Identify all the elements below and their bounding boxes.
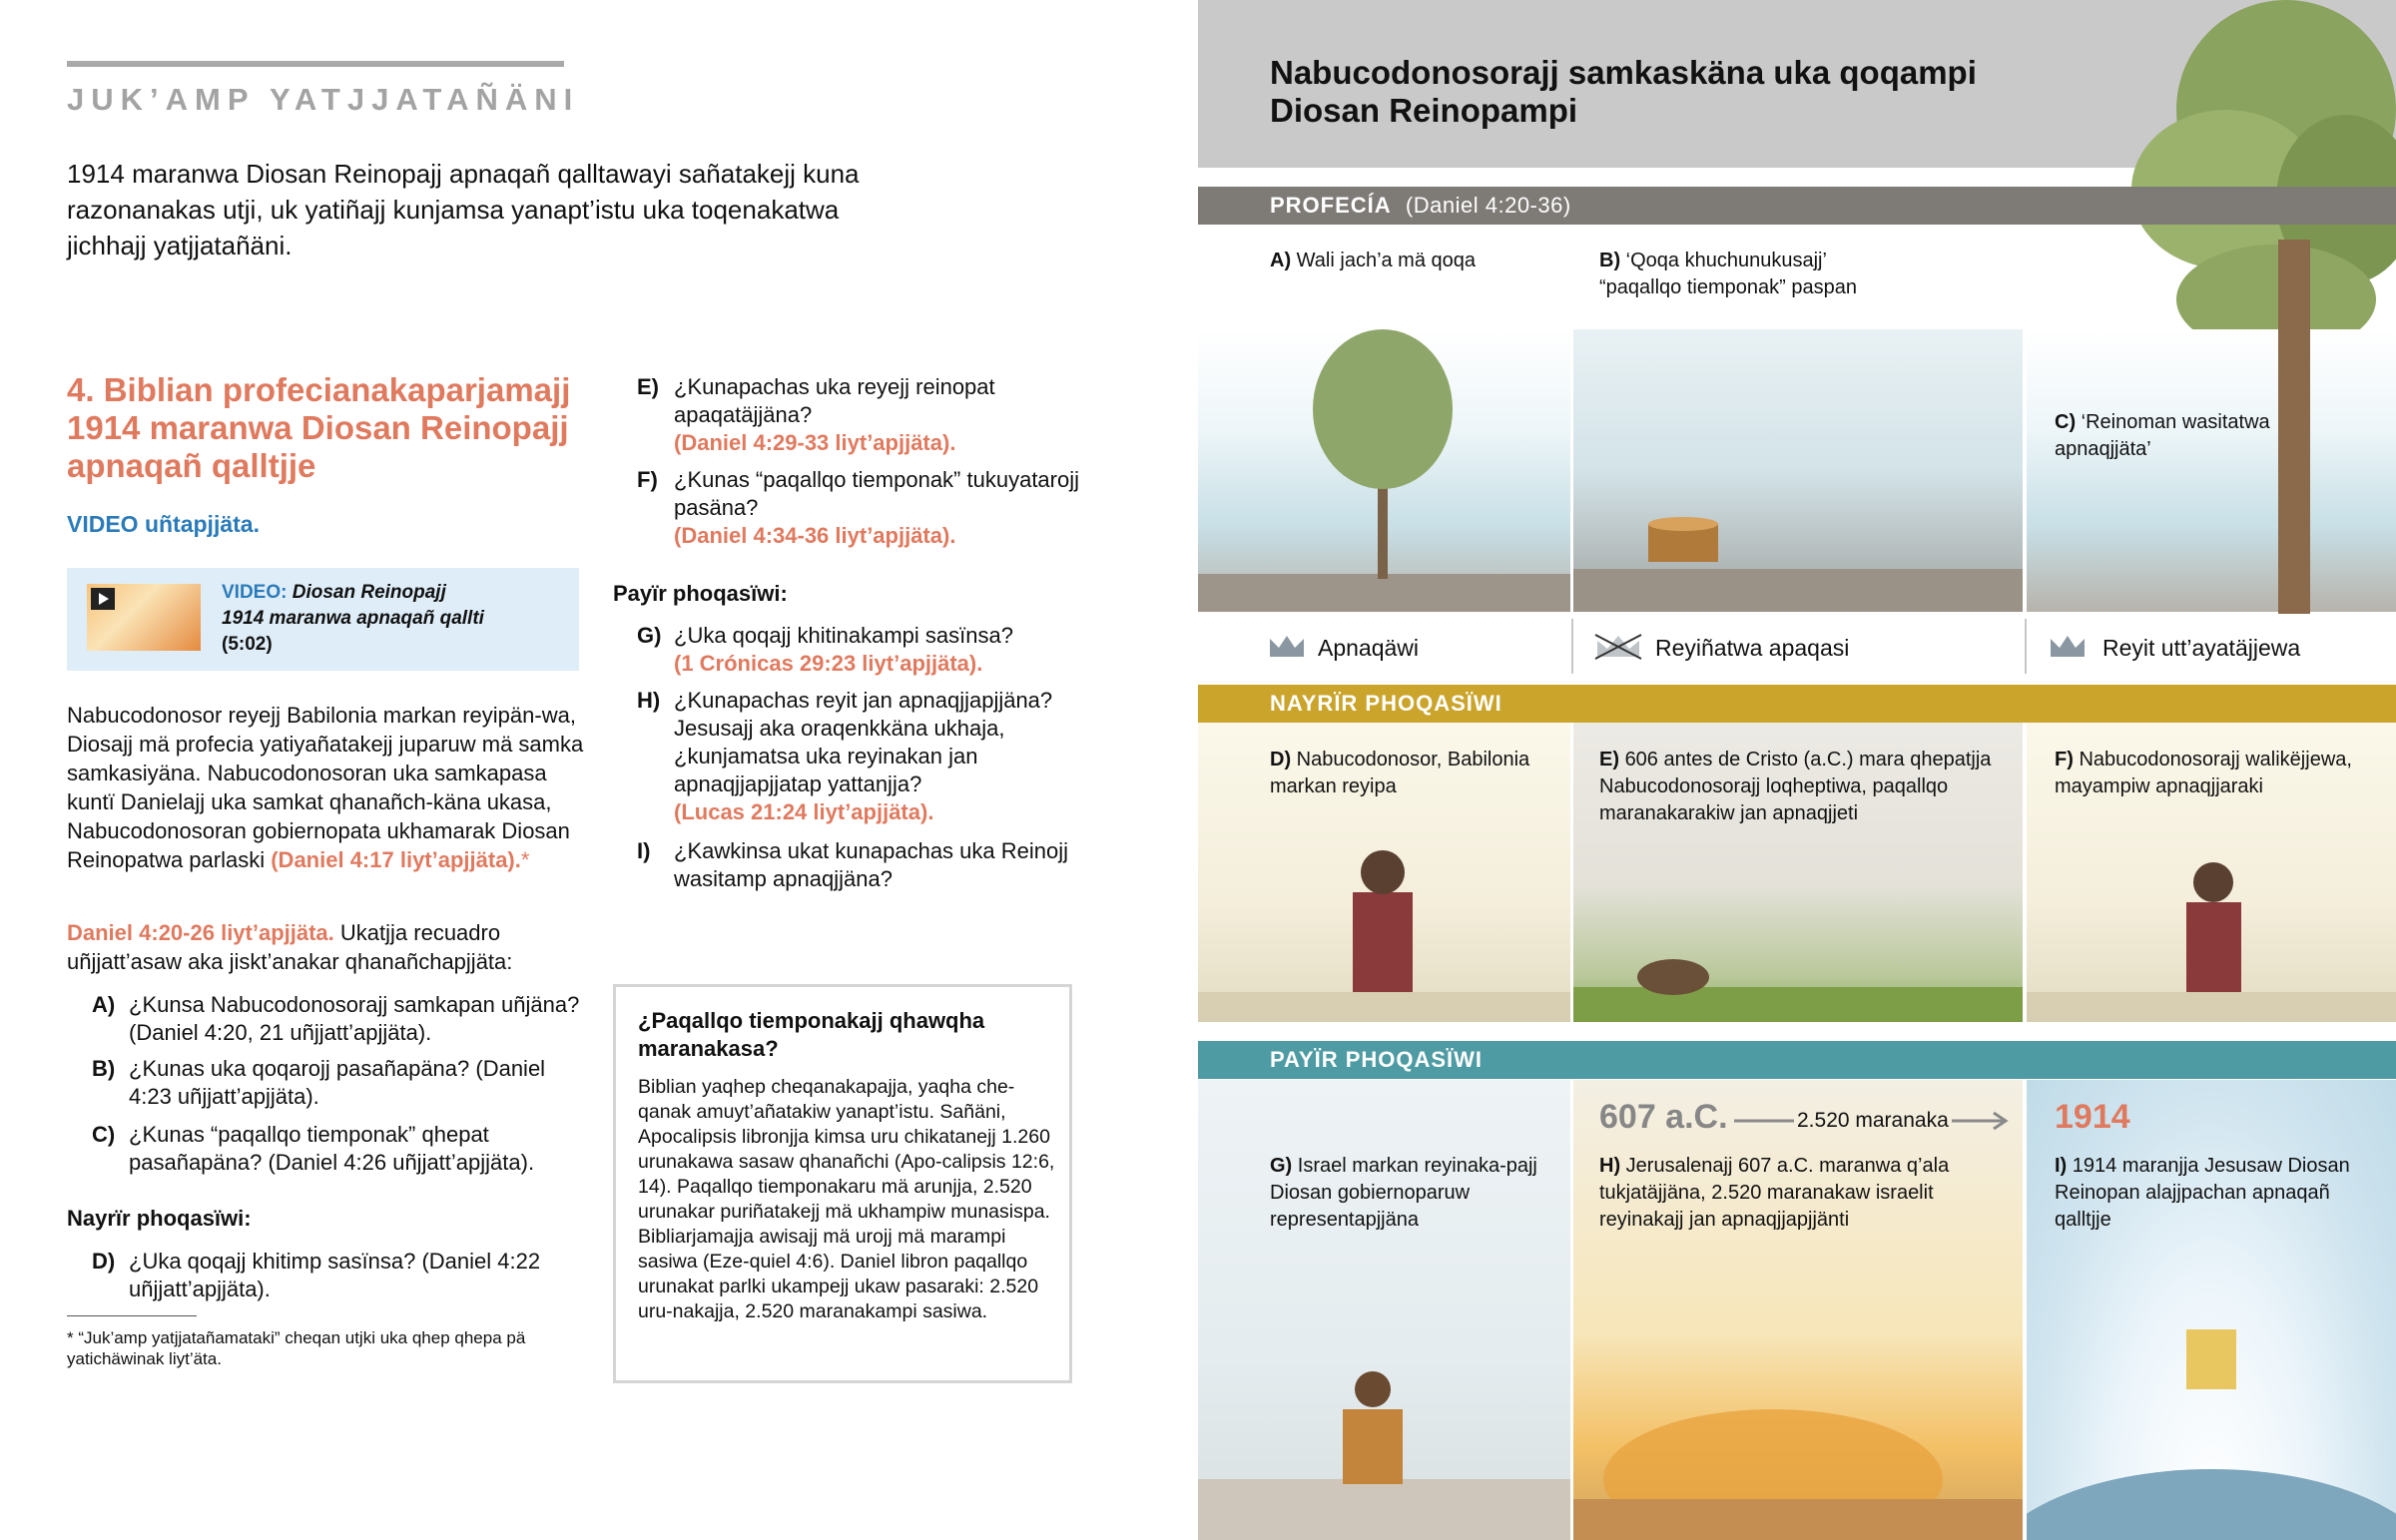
panel-a-tree <box>1198 329 1570 612</box>
question-text: ¿Kunas “paqallqo tiemponak” qhepat pasañapäna? (Daniel 4:26 uñjjatt’apjjäta). <box>129 1122 535 1175</box>
label-c <box>2055 409 2304 463</box>
video-duration: (5:02) <box>222 634 273 655</box>
question-letter: G) <box>637 623 662 648</box>
question-g <box>637 622 1106 678</box>
scripture-reference[interactable]: (Daniel 4:29-33 liyt’apjjäta). <box>674 430 956 455</box>
prophecy-band-label <box>1270 193 1571 219</box>
prophecy-label: PROFECÍA <box>1270 193 1392 218</box>
question-text: ¿Kunapachas uka reyejj reinopat apaqatäjjäna? <box>674 374 995 427</box>
label-letter: C) <box>2055 411 2077 433</box>
question-text: ¿Uka qoqajj khitimp sasïnsa? (Daniel 4:22 uñjjatt’apjjäta). <box>129 1249 541 1301</box>
nayrir-heading: Nayrïr phoqasïwi: <box>67 1206 252 1231</box>
label-f <box>2055 747 2374 800</box>
question-e <box>637 373 1106 457</box>
panel-h-jerusalem <box>1573 1080 2023 1540</box>
question-i <box>637 837 1106 893</box>
question-text: ¿Kunas uka qoqarojj pasañapäna? (Daniel 4:23 uñjjatt’apjjäta). <box>129 1056 546 1109</box>
question-letter: B) <box>92 1056 116 1081</box>
legend-ruling: Apnaqäwi <box>1318 635 1420 661</box>
year-1914: 1914 <box>2055 1098 2130 1136</box>
prophecy-reference: (Daniel 4:20-36) <box>1405 193 1571 218</box>
question-c <box>92 1121 581 1177</box>
question-b <box>92 1055 581 1111</box>
panel-b-stump <box>1573 329 2023 612</box>
label-g <box>1270 1153 1549 1234</box>
label-letter: B) <box>1599 250 1621 271</box>
footnote: * “Juk’amp yatjjatañamataki” cheqan utjki uka qhep qhepa pä yatichäwinak liyt’äta. <box>67 1328 526 1368</box>
first-fulfillment-label: NAYRÏR PHOQASÏWI <box>1270 691 1502 716</box>
legend-divider <box>1571 619 1573 674</box>
paragraph-2-text: Ukatjja recuadro uñjjatt’asaw aka jiskt’anakar qhanañchapjjäta: <box>67 920 513 974</box>
question-text: ¿Kunsa Nabucodonosorajj samkapan uñjäna? (Daniel 4:20, 21 uñjjatt’apjjäta). <box>129 992 580 1045</box>
question-text: ¿Kunas “paqallqo tiemponak” tukuyatarojj pasäna? <box>674 467 1080 520</box>
scripture-reference[interactable]: (Daniel 4:34-36 liyt’apjjäta). <box>674 523 956 548</box>
footnote-marker[interactable]: * <box>520 847 530 872</box>
label-text: 606 antes de Cristo (a.C.) mara qhepatjja Nabucodonosorajj loqheptiwa, paqallqo maranakarakiw jan apnaqjjeti <box>1599 749 1992 824</box>
question-text: ¿Kawkinsa ukat kunapachas uka Reinojj wasitamp apnaqjjäna? <box>674 838 1069 891</box>
intro-text: 1914 maranwa Diosan Reinopajj apnaqañ qalltawayi sañatakejj kuna razonanakas utji, uk yatiñajj kunjamsa yanapt’istu uka toqenakatwa jichhajj yatjjatañäni. <box>67 159 860 260</box>
israel-kings-illustration <box>1198 1080 1570 1540</box>
scripture-reference[interactable]: Daniel 4:20-26 liyt’apjjäta. <box>67 920 334 945</box>
box-body: Biblian yaqhep cheqanakapajja, yaqha che-qanak amuyt’añatakiw yanapt’istu. Sañäni, Apocalipsis libronjja kimsa uru chikatanejj 1.260 urunakawa sasaw qhanañchi (Apo-calipsis 12:6, 14). Paqallqo tiemponakaru mä arunjja, 2.520 urunakar puriñatakejj mä ukhampiw munasispa. Bibliarjamajja awisajj mä urojj mä marampi sasiwa (Eze-quiel 4:6). Daniel libron paqallqo urunakat parlki ukampejj ukaw pasaraki: 2.520 uru-nakajja, 2.520 maranakampi sasiwa. <box>638 1076 1055 1322</box>
video-title-2: 1914 maranwa apnaqañ qallti <box>222 608 484 629</box>
question-f <box>637 466 1106 550</box>
second-fulfillment-band <box>1198 1041 2396 1079</box>
payir-heading: Payïr phoqasïwi: <box>613 581 788 606</box>
section-rule <box>67 61 564 67</box>
paragraph-1 <box>67 701 586 874</box>
legend-divider <box>2025 619 2027 674</box>
label-text: Nabucodonosor, Babilonia markan reyipa <box>1270 749 1530 797</box>
footnote-rule <box>67 1315 197 1316</box>
video-thumbnail[interactable] <box>87 584 201 651</box>
label-letter: G) <box>1270 1155 1293 1177</box>
big-tree-trunk <box>2278 240 2310 614</box>
label-text: 1914 maranjja Jesusaw Diosan Reinopan alajjpachan apnaqañ qalltjje <box>2055 1155 2350 1231</box>
paragraph-1-text: Nabucodonosor reyejj Babilonia markan reyipän-wa, Diosajj mä profecia yatiyañatakejj juparuw mä samka samkasiyäna. Nabucodonosoran uka samkapasa kuntï Danielajj uka samkat qhanañch-käna ukasa, Nabucodonosoran gobiernopata ukhamarak Diosan Reinopatwa parlaski <box>67 703 584 872</box>
legend-restored: Reyit utt’ayatäjjewa <box>2102 635 2301 661</box>
box-title: ¿Paqallqo tiemponakajj qhawqha maranakasa? <box>638 1008 985 1061</box>
sidebar-box <box>613 984 1072 1383</box>
stump-illustration <box>1573 329 2023 612</box>
question-h <box>637 687 1106 826</box>
question-d <box>92 1248 581 1303</box>
video-card[interactable] <box>67 568 579 671</box>
label-text: Israel markan reyinaka-pajj Diosan gobiernoparuw representapjjäna <box>1270 1155 1537 1231</box>
question-text: ¿Uka qoqajj khitinakampi sasïnsa? <box>674 623 1013 648</box>
video-link[interactable]: VIDEO uñtapjjäta. <box>67 511 260 537</box>
lesson-title: 4. Biblian profecianakaparjamajj 1914 maranwa Diosan Reinopajj apnaqañ qalltjje <box>67 371 571 484</box>
label-d <box>1270 747 1549 800</box>
scripture-reference[interactable]: (1 Crónicas 29:23 liyt’apjjäta). <box>674 651 983 676</box>
years-span-label: 2.520 maranaka <box>1797 1109 1949 1132</box>
label-b <box>1599 248 1909 301</box>
question-letter: F) <box>637 467 658 492</box>
question-letter: E) <box>637 374 659 399</box>
crossed-scepter-icon <box>1593 631 1643 661</box>
panel-i-heaven <box>2027 1080 2396 1540</box>
question-letter: D) <box>92 1249 116 1274</box>
label-text: Nabucodonosorajj walikëjjewa, mayampiw apnaqjjaraki <box>2055 749 2352 797</box>
video-label: VIDEO: <box>222 582 288 603</box>
label-text: Wali jach’a mä qoqa <box>1296 250 1477 271</box>
crown-icon <box>1268 633 1306 659</box>
label-h <box>1599 1153 1999 1234</box>
label-letter: F) <box>2055 749 2074 770</box>
prophecy-band <box>1198 187 2396 225</box>
second-fulfillment-label: PAYÏR PHOQASÏWI <box>1270 1047 1484 1072</box>
scripture-reference[interactable]: (Lucas 21:24 liyt’apjjäta). <box>674 799 934 824</box>
paragraph-2 <box>67 918 586 976</box>
first-fulfillment-band <box>1198 685 2396 723</box>
video-info <box>222 580 571 658</box>
question-letter: H) <box>637 688 661 713</box>
play-icon[interactable] <box>91 588 115 610</box>
jerusalem-fire-illustration <box>1573 1080 2023 1540</box>
section-title: JUK’AMP YATJJATAÑÄNI <box>67 82 580 117</box>
label-text: ‘Reinoman wasitatwa apnaqjjäta’ <box>2055 411 2270 460</box>
question-letter: I) <box>637 838 651 863</box>
label-e <box>1599 747 2009 827</box>
crown-icon <box>2049 633 2087 659</box>
small-tree-illustration <box>1198 329 1570 612</box>
label-letter: A) <box>1270 250 1292 271</box>
scripture-reference[interactable]: (Daniel 4:17 liyt’apjjäta). <box>271 847 521 872</box>
panel-c-regrown <box>2027 329 2396 612</box>
heavenly-throne-illustration <box>2027 1080 2396 1540</box>
infographic-title: Nabucodonosorajj samkaskäna uka qoqampi Diosan Reinopampi <box>1270 54 1977 129</box>
question-letter: A) <box>92 992 116 1017</box>
panel-g-israel-kings <box>1198 1080 1570 1540</box>
label-letter: I) <box>2055 1155 2068 1177</box>
label-text: ‘Qoqa khuchunukusajj’ “paqallqo tiemponak” paspan <box>1599 250 1857 298</box>
infographic-page <box>1198 0 2396 1540</box>
video-title-1: Diosan Reinopajj <box>292 582 446 603</box>
legend-deposed: Reyiñatwa apaqasi <box>1655 635 1850 661</box>
label-a <box>1270 248 1549 274</box>
year-607: 607 a.C. <box>1599 1098 1728 1136</box>
label-i <box>2055 1153 2354 1234</box>
question-a <box>92 991 581 1047</box>
arrow-right-icon <box>1952 1110 2012 1132</box>
question-letter: C) <box>92 1122 116 1147</box>
question-text: ¿Kunapachas reyit jan apnaqjjapjjäna? Jesusajj aka oraqenkkäna ukhaja, ¿kunjamatsa uka reyinakan jan apnaqjjapjjatap yattanjja? <box>674 688 1053 796</box>
timeline-line <box>1734 1113 1794 1129</box>
label-letter: D) <box>1270 749 1292 770</box>
label-letter: H) <box>1599 1155 1621 1177</box>
label-letter: E) <box>1599 749 1619 770</box>
label-text: Jerusalenajj 607 a.C. maranwa q’ala tukjatäjjäna, 2.520 maranakaw israelit reyinakajj jan apnaqjjapjjänti <box>1599 1155 1950 1231</box>
